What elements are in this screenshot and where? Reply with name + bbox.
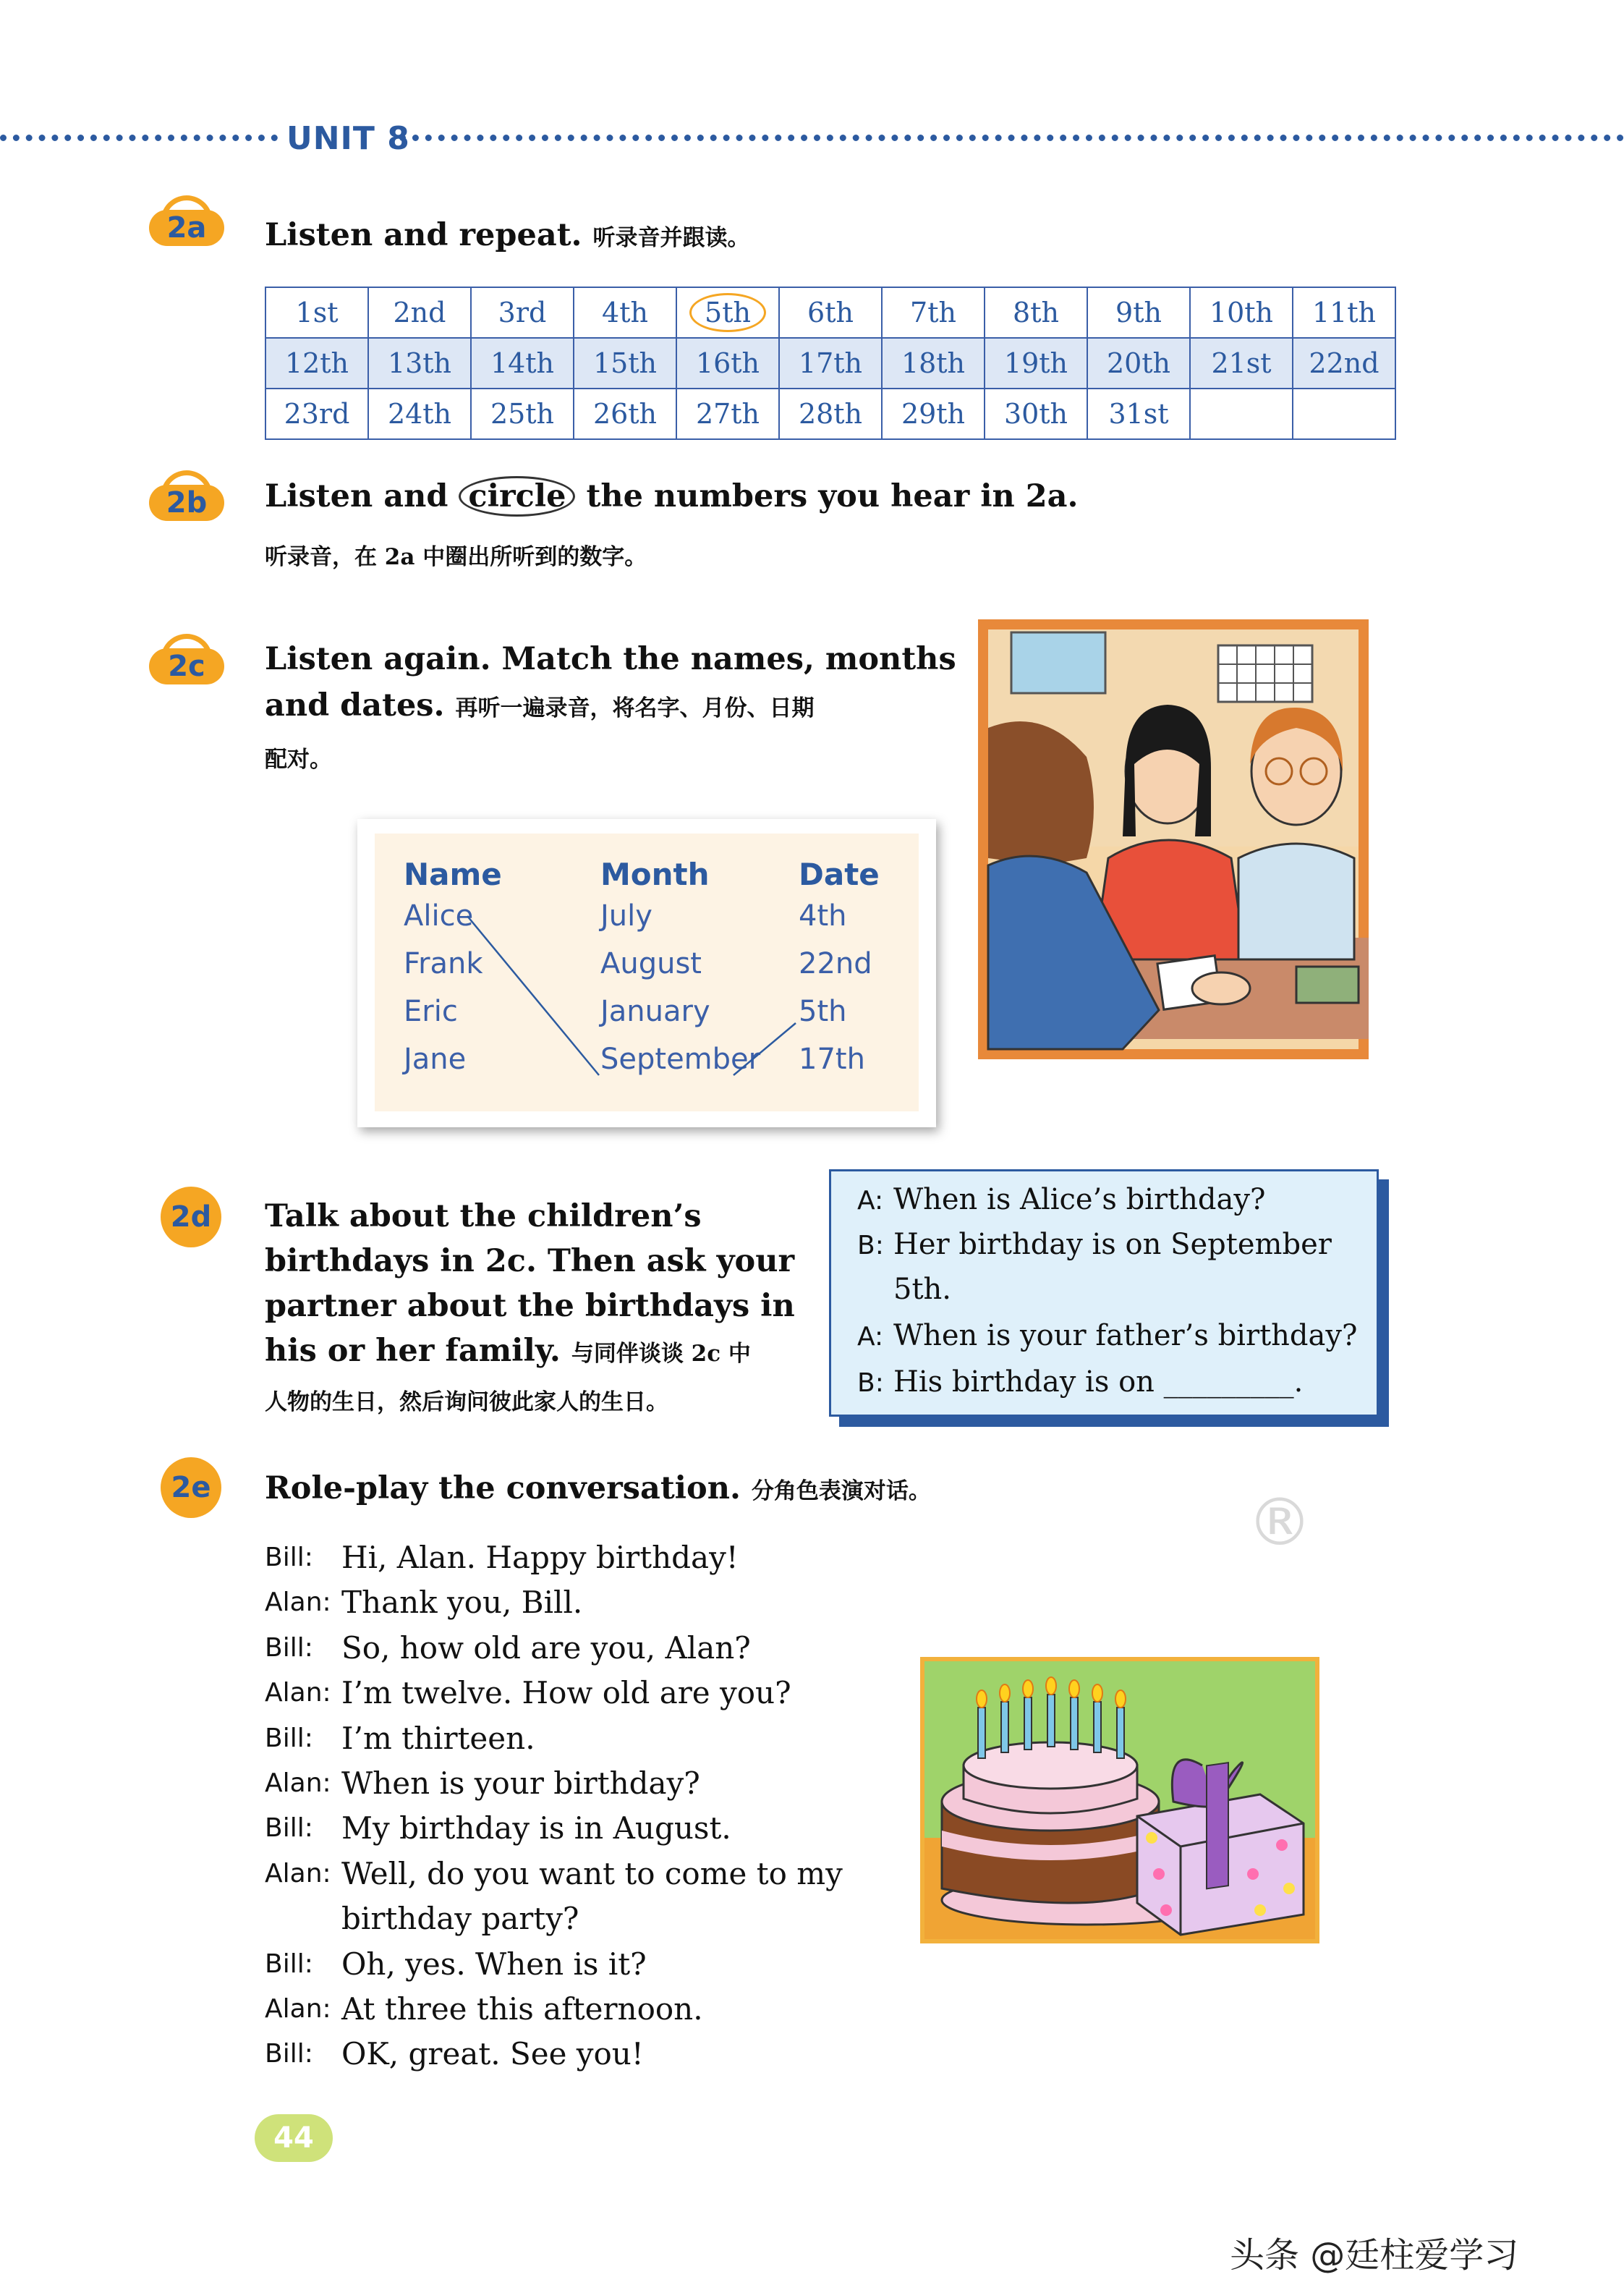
header-date: Date bbox=[799, 857, 880, 892]
number-cell: 2nd bbox=[368, 287, 471, 338]
conversation-line: birthday party? bbox=[341, 1901, 579, 1937]
name-item: Alice bbox=[404, 899, 474, 933]
month-item: July bbox=[600, 899, 652, 933]
number-cell: 15th bbox=[574, 338, 676, 389]
header-name: Name bbox=[404, 857, 502, 892]
conversation-line: Oh, yes. When is it? bbox=[341, 1946, 647, 1982]
number-cell: 21st bbox=[1190, 338, 1293, 389]
dialogue-line: B: Her birthday is on September bbox=[857, 1228, 1332, 1261]
conversation-line: OK, great. See you! bbox=[341, 2036, 644, 2072]
heading-2d-line2: birthdays in 2c. Then ask your bbox=[265, 1243, 795, 1279]
number-cell: 6th bbox=[779, 287, 882, 338]
number-cell: 22nd bbox=[1293, 338, 1395, 389]
example-dialogue-box bbox=[829, 1169, 1379, 1417]
month-item: August bbox=[600, 947, 702, 980]
month-item: September bbox=[600, 1043, 761, 1076]
badge-2a: 2a bbox=[149, 195, 224, 247]
name-item: Jane bbox=[404, 1043, 467, 1076]
number-cell: 27th bbox=[676, 389, 779, 439]
number-cell: 16th bbox=[676, 338, 779, 389]
conversation-line: Well, do you want to come to my bbox=[341, 1855, 843, 1891]
badge-2c: 2c bbox=[149, 634, 224, 686]
speaker-label: Bill: bbox=[265, 1723, 313, 1753]
conversation-line: When is your birthday? bbox=[341, 1765, 700, 1801]
birthday-cake-illustration bbox=[920, 1657, 1319, 1943]
number-cell: 9th bbox=[1087, 287, 1190, 338]
date-item: 22nd bbox=[799, 947, 872, 980]
month-item: January bbox=[600, 995, 710, 1028]
match-line-september-5th bbox=[734, 1023, 796, 1075]
instruction-2c-cn: 配对。 bbox=[265, 747, 332, 773]
badge-2b: 2b bbox=[149, 470, 224, 522]
badge-2e: 2e bbox=[153, 1464, 229, 1517]
unit-title: UNIT 8 bbox=[286, 120, 410, 157]
number-cell: 11th bbox=[1293, 287, 1395, 338]
dialogue-line: A: When is Alice’s birthday? bbox=[857, 1183, 1266, 1216]
number-cell: 19th bbox=[985, 338, 1087, 389]
registered-mark: ® bbox=[1247, 1485, 1312, 1561]
number-cell: 24th bbox=[368, 389, 471, 439]
conversation-line: So, how old are you, Alan? bbox=[341, 1629, 751, 1666]
heading-2e: Role-play the conversation. 分角色表演对话。 bbox=[265, 1470, 931, 1506]
date-item: 5th bbox=[799, 995, 847, 1028]
page-number: 44 bbox=[255, 2114, 333, 2162]
number-cell: 25th bbox=[471, 389, 574, 439]
speaker-label: Bill: bbox=[265, 1949, 313, 1979]
badge-2d: 2d bbox=[153, 1194, 229, 1246]
watermark-text: 头条 @廷柱爱学习 bbox=[1230, 2235, 1519, 2276]
number-cell: 31st bbox=[1087, 389, 1190, 439]
circled-number: 5th bbox=[689, 293, 766, 332]
heading-2b: Listen and circle the numbers you hear in 2a. bbox=[265, 476, 1079, 517]
number-cell: 3rd bbox=[471, 287, 574, 338]
dialogue-line: 5th. bbox=[893, 1273, 951, 1306]
number-cell: 10th bbox=[1190, 287, 1293, 338]
header-month: Month bbox=[600, 857, 710, 892]
number-cell: 12th bbox=[265, 338, 368, 389]
speaker-label: Alan: bbox=[265, 1858, 331, 1888]
instruction-2d-cn: 人物的生日，然后询问彼此家人的生日。 bbox=[265, 1389, 668, 1415]
conversation-line: I’m twelve. How old are you? bbox=[341, 1675, 791, 1711]
heading-2c-line2: and dates. 再听一遍录音，将名字、月份、日期 bbox=[265, 687, 815, 724]
heading-2d-line4: his or her family. 与同伴谈谈 2c 中 bbox=[265, 1333, 751, 1369]
speaker-label: Bill: bbox=[265, 1632, 313, 1663]
number-cell: 1st bbox=[265, 287, 368, 338]
number-cell: 20th bbox=[1087, 338, 1190, 389]
number-cell: 13th bbox=[368, 338, 471, 389]
number-cell: 30th bbox=[985, 389, 1087, 439]
speaker-label: Alan: bbox=[265, 1587, 331, 1618]
speaker-label: Alan: bbox=[265, 1994, 331, 2024]
heading-2d-line1: Talk about the children’s bbox=[265, 1198, 702, 1234]
conversation-line: Thank you, Bill. bbox=[341, 1585, 583, 1621]
conversation-line: At three this afternoon. bbox=[341, 1991, 703, 2027]
number-cell: 18th bbox=[882, 338, 985, 389]
date-item: 17th bbox=[799, 1043, 865, 1076]
conversation-line: My birthday is in August. bbox=[341, 1810, 731, 1846]
conversation-line: I’m thirteen. bbox=[341, 1720, 535, 1756]
heading-2c-line1: Listen again. Match the names, months bbox=[265, 641, 956, 677]
number-cell: 26th bbox=[574, 389, 676, 439]
number-cell: 28th bbox=[779, 389, 882, 439]
dialogue-line: A: When is your father’s birthday? bbox=[857, 1319, 1358, 1352]
match-line-alice-september bbox=[467, 916, 599, 1075]
speaker-label: Bill: bbox=[265, 1543, 313, 1572]
heading-2d-line3: partner about the birthdays in bbox=[265, 1288, 795, 1324]
speaker-label: Alan: bbox=[265, 1678, 331, 1708]
number-cell: 14th bbox=[471, 338, 574, 389]
number-cell: 7th bbox=[882, 287, 985, 338]
speaker-label: Alan: bbox=[265, 1768, 331, 1798]
conversation-line: Hi, Alan. Happy birthday! bbox=[341, 1540, 739, 1575]
speaker-label: Bill: bbox=[265, 2039, 313, 2069]
number-cell: 8th bbox=[985, 287, 1087, 338]
date-item: 4th bbox=[799, 899, 847, 933]
heading-2a: Listen and repeat. 听录音并跟读。 bbox=[265, 217, 750, 253]
name-item: Frank bbox=[404, 947, 483, 980]
dialogue-line: B: His birthday is on _________. bbox=[857, 1365, 1304, 1399]
number-cell: 29th bbox=[882, 389, 985, 439]
instruction-2b-cn: 听录音，在 2a 中圈出所听到的数字。 bbox=[265, 544, 647, 570]
number-cell: 17th bbox=[779, 338, 882, 389]
number-cell: 4th bbox=[574, 287, 676, 338]
number-cell: 23rd bbox=[265, 389, 368, 439]
circle-word: circle bbox=[459, 476, 575, 517]
speaker-label: Bill: bbox=[265, 1813, 313, 1844]
name-item: Eric bbox=[404, 995, 458, 1028]
